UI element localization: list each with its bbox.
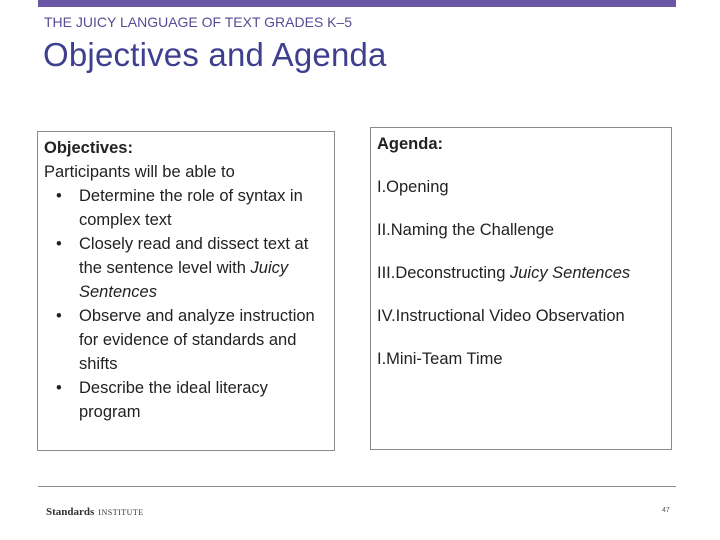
agenda-heading: Agenda: xyxy=(377,135,443,153)
objective-item: • Determine the role of syntax in complex text xyxy=(44,184,328,232)
accent-bar xyxy=(38,0,676,7)
agenda-item: I.Mini-Team Time xyxy=(377,350,503,368)
agenda-item: I.Opening xyxy=(377,178,449,196)
bullet-icon: • xyxy=(56,187,62,205)
agenda-box xyxy=(370,127,672,450)
objective-item: • Describe the ideal literacy program xyxy=(44,376,328,424)
objectives-heading: Objectives: xyxy=(44,139,133,157)
agenda-item: IV.Instructional Video Observation xyxy=(377,307,625,325)
agenda-item: III.Deconstructing Juicy Sentences xyxy=(377,264,631,282)
bullet-icon: • xyxy=(56,379,62,397)
objective-item: • Observe and analyze instruction for evidence of standards and shifts xyxy=(44,304,328,376)
page-title: Objectives and Agenda xyxy=(43,36,387,73)
objectives-intro: Participants will be able to xyxy=(44,163,235,181)
objectives-box xyxy=(37,131,335,451)
agenda-item: II.Naming the Challenge xyxy=(377,221,555,239)
series-title: THE JUICY LANGUAGE OF TEXT GRADES K–5 xyxy=(44,14,353,30)
footer-divider xyxy=(38,486,676,487)
bullet-icon: • xyxy=(56,235,62,253)
standards-institute-logo: Standards INSTITUTE xyxy=(46,506,144,518)
bullet-icon: • xyxy=(56,307,62,325)
objective-item: • Closely read and dissect text at the sentence level with Juicy Sentences xyxy=(44,232,328,304)
objectives-list xyxy=(44,184,328,424)
page-number: 47 xyxy=(662,507,670,514)
